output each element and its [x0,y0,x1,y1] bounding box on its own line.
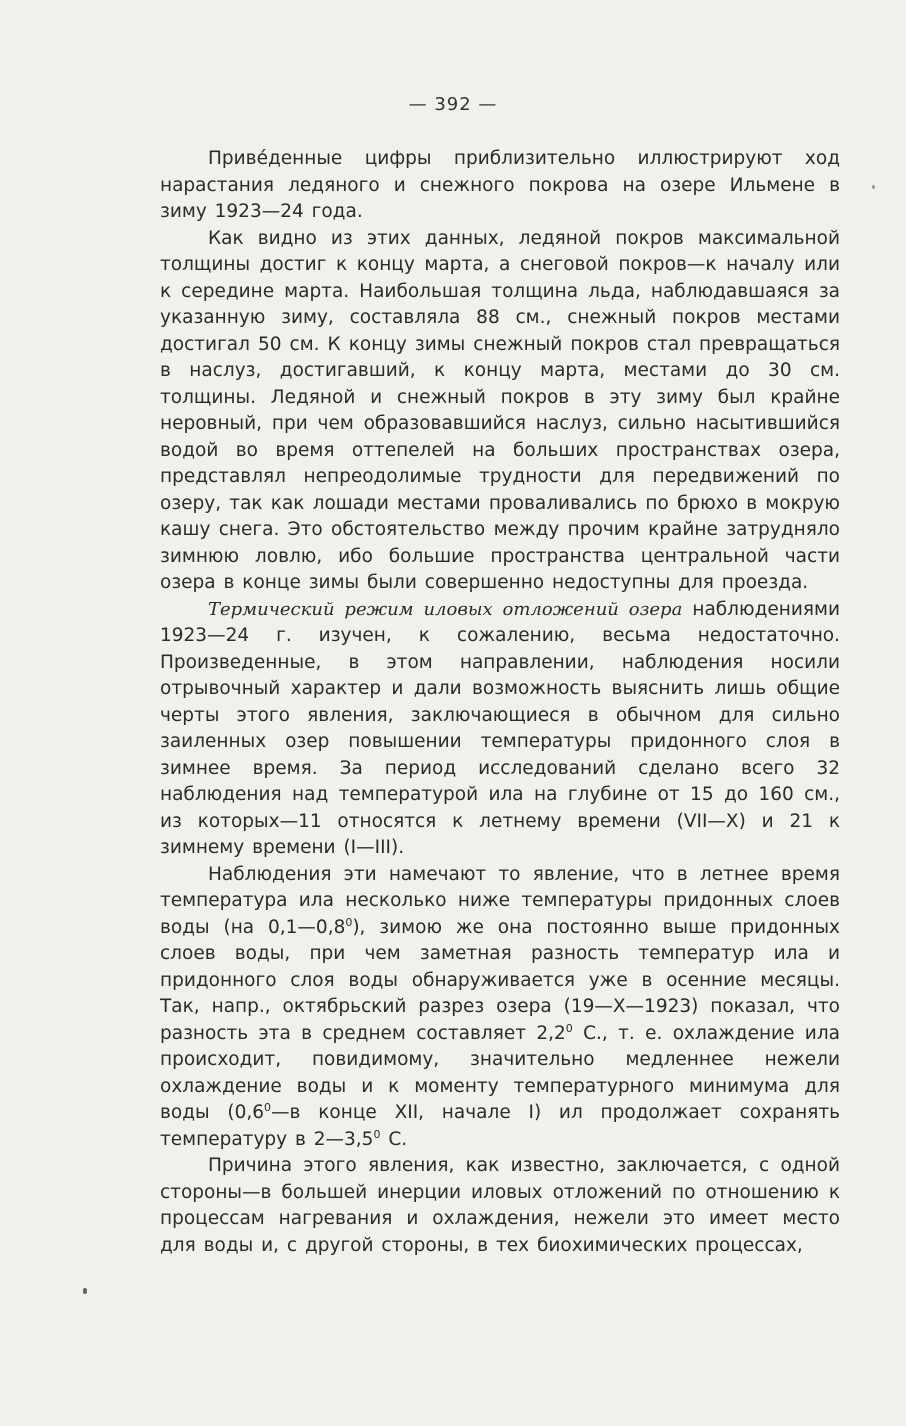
degree-mark: 0 [565,1021,573,1035]
degree-mark: 0 [373,1127,381,1141]
paragraph-4 [160,862,840,1154]
paragraph-4-part-e: С. [380,1128,408,1150]
paragraph-4-part-b: ), зимою же она постоянно выше придонных слоев воды, при чем заметная разность температур ила и придонного слоя воды обнаруживается уже в осенние месяцы. Так, напр., октябрьский разрез озера (19—X—1923) показал, что разность эта в среднем составляет 2,2 [160,916,840,1044]
paragraph-4-part-c: С., т. е. охлаждение ила происходит, повидимому, значительно медленнее нежели охлаждение воды и к моменту температурного минимума для воды (0,6 [160,1022,840,1123]
paragraph-4-part-d: —в конце XII, начале I) ил продолжает сохранять температуру в 2—3,5 [160,1102,841,1150]
paragraph-1: Привéденные цифры приблизительно иллюстрируют ход нарастания ледяного и снежного покрова на озере Ильмене в зиму 1923—24 года. [160,148,840,222]
degree-mark: 0 [264,1100,272,1114]
degree-mark: 0 [345,915,353,929]
body-text [160,146,840,1259]
italic-heading: Термический режим иловых отложений озера [208,598,683,620]
paragraph-3 [160,597,840,862]
paragraph-2: Как видно из этих данных, ледяной покров максимальной толщины достиг к концу марта, а снеговой покров—к началу или к середине марта. Наибольшая толщина льда, наблюдавшаяся за указанную зиму, составляла 88 см., снежный покров местами достигал 50 см. К концу зимы снежный покров стал превращаться в наслуз, достигавший, к концу марта, местами до 30 см. толщины. Ледяной и снежный покров в эту зиму был крайне неровный, при чем образовавшийся наслуз, сильно насытившийся водой во время оттепелей на больших пространствах озера, представлял непреодолимые трудности для передвижений по озеру, так как лошади местами проваливались по брюхо в мокрую кашу снега. Это обстоятельство между прочим крайне затрудняло зимнюю ловлю, ибо большие пространства центральной части озера в конце зимы были совершенно недоступны для проезда. [160,227,840,593]
print-speck [83,1288,87,1294]
paragraph-4-part-a: Наблюдения эти намечают то явление, что в летнее время температура ила несколько ниже температуры придонных слоев воды (на 0,1—0,8 [160,863,840,938]
print-speck [872,185,875,189]
paragraph-3-text: наблюдениями 1923—24 г. изучен, к сожалению, весьма недостаточно. Произведенные, в этом направлении, наблюдения носили отрывочный характер и дали возможность выяснить лишь общие черты этого явления, заключающиеся в обычном для сильно заиленных озер повышении температуры придонного слоя в зимнее время. За период исследований сделано всего 32 наблюдения над температурой ила на глубине от 15 до 160 см., из которых—11 относятся к летнему времени (VII—X) и 21 к зимнему времени (I—III). [160,598,840,858]
paragraph-5: Причина этого явления, как известно, заключается, с одной стороны—в большей инерции иловых отложений по отношению к процессам нагревания и охлаждения, нежели это имеет место для воды и, с другой стороны, в тех биохимических процессах, [160,1155,840,1256]
page-number: — 392 — [408,94,498,115]
